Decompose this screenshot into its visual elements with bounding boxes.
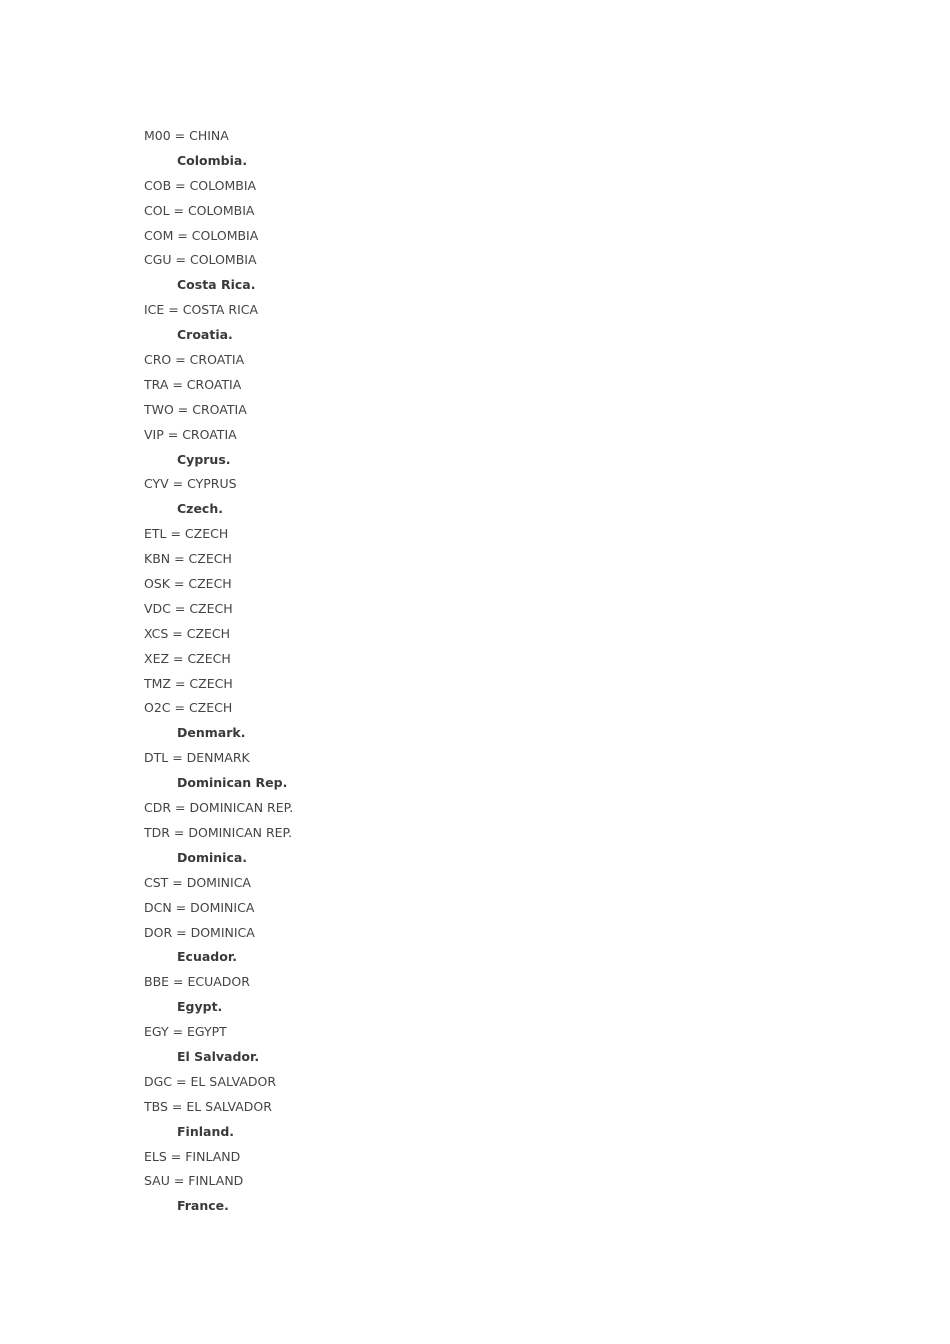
country-heading: Croatia. [177, 327, 233, 343]
code-entry: ELS = FINLAND [144, 1148, 241, 1164]
country-heading: El Salvador. [177, 1048, 260, 1064]
code-entry: TDR = DOMINICAN REP. [144, 824, 293, 840]
code-entry: VDC = CZECH [144, 600, 233, 616]
code-entry: XCS = CZECH [144, 625, 231, 641]
code-entry: BBE = ECUADOR [144, 974, 250, 990]
code-entry: OSK = CZECH [144, 576, 232, 592]
code-entry: DGC = EL SALVADOR [144, 1073, 277, 1089]
country-heading: Dominican Rep. [177, 775, 288, 791]
code-entry: CRO = CROATIA [144, 352, 245, 368]
code-entry: TMZ = CZECH [144, 675, 233, 691]
country-heading: Costa Rica. [177, 277, 256, 293]
code-entry: CDR = DOMINICAN REP. [144, 800, 294, 816]
code-entry: COM = COLOMBIA [144, 227, 259, 243]
code-entry: COL = COLOMBIA [144, 202, 255, 218]
country-heading: Egypt. [177, 999, 223, 1015]
code-entry: TWO = CROATIA [144, 401, 247, 417]
country-heading: France. [177, 1198, 229, 1214]
code-entry: XEZ = CZECH [144, 650, 231, 666]
code-entry: TBS = EL SALVADOR [144, 1098, 272, 1114]
code-entry: CYV = CYPRUS [144, 476, 237, 492]
code-entry: CGU = COLOMBIA [144, 252, 257, 268]
country-heading: Dominica. [177, 849, 248, 865]
code-entry: DTL = DENMARK [144, 750, 250, 766]
document-page [144, 124, 844, 1219]
code-entry: EGY = EGYPT [144, 1024, 227, 1040]
code-entry: O2C = CZECH [144, 700, 233, 716]
code-entry: KBN = CZECH [144, 551, 232, 567]
country-heading: Finland. [177, 1123, 235, 1139]
code-entry: TRA = CROATIA [144, 376, 242, 392]
code-entry: VIP = CROATIA [144, 426, 237, 442]
code-entry: ICE = COSTA RICA [144, 302, 259, 318]
code-entry: CST = DOMINICA [144, 874, 251, 890]
code-entry: DCN = DOMINICA [144, 899, 255, 915]
country-heading: Ecuador. [177, 949, 237, 965]
country-heading: Colombia. [177, 152, 248, 168]
code-entry: ETL = CZECH [144, 526, 229, 542]
country-heading: Denmark. [177, 725, 246, 741]
code-entry: SAU = FINLAND [144, 1173, 244, 1189]
code-entry: COB = COLOMBIA [144, 177, 257, 193]
country-heading: Czech. [177, 501, 223, 517]
code-entry: M00 = CHINA [144, 128, 229, 143]
code-entry: DOR = DOMINICA [144, 924, 255, 940]
country-heading: Cyprus. [177, 451, 231, 467]
